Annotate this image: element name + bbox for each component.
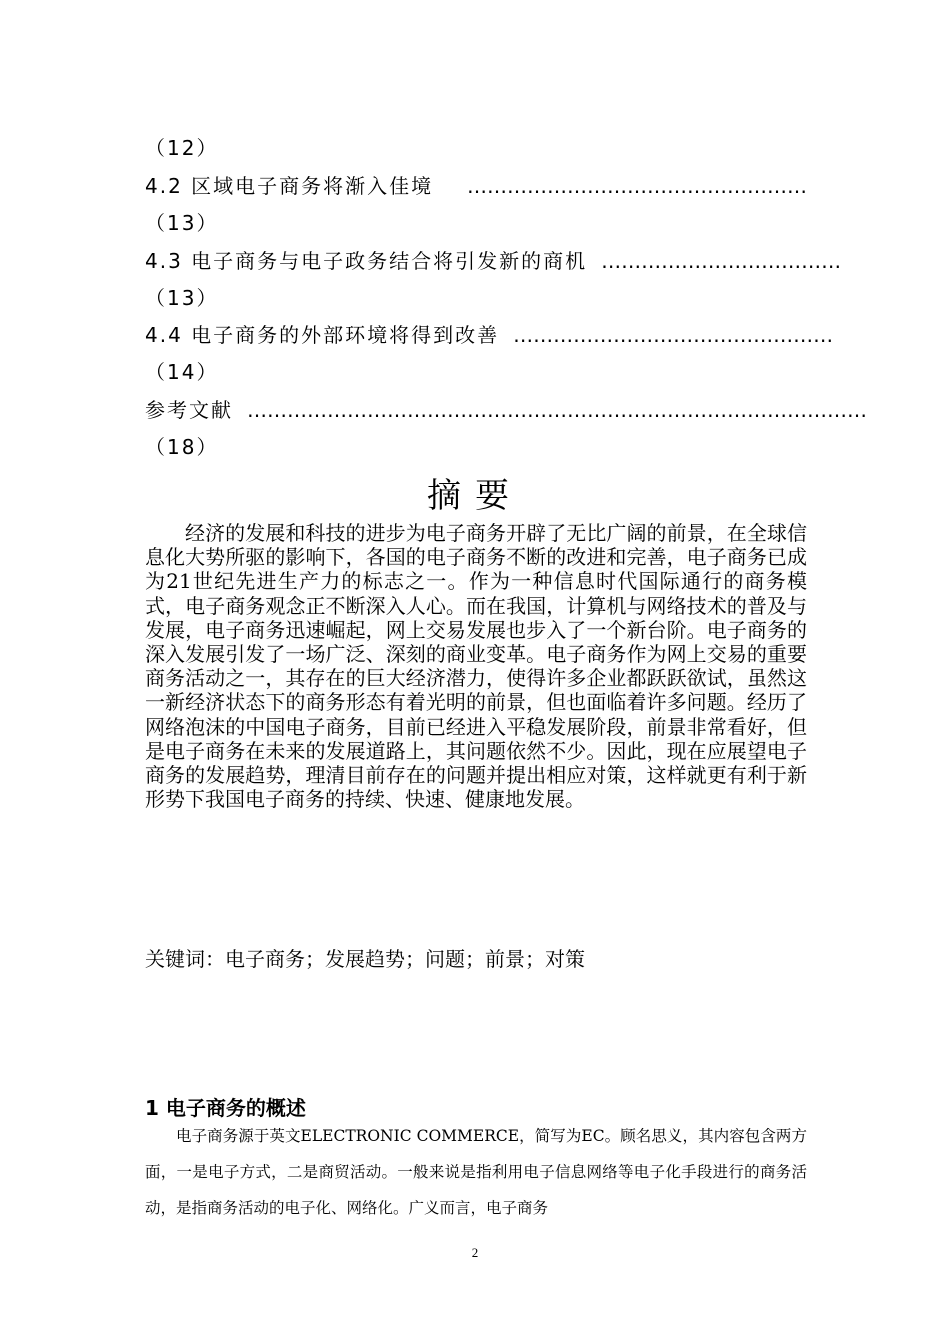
toc-entry-4-3[interactable] — [145, 246, 842, 276]
toc-entry-title: 4.3 电子商务与电子政务结合将引发新的商机 — [145, 249, 588, 273]
section-body: 电子商务源于英文ELECTRONIC COMMERCE，简写为EC。顾名思义，其内容包含两方面，一是电子方式，二是商贸活动。一般来说是指利用电子信息网络等电子化手段进行的商务活动，是指商务活动的电子化、网络化。广义而言，电子商务 — [145, 1127, 807, 1217]
abstract-body: 经济的发展和科技的进步为电子商务开辟了无比广阔的前景，在全球信息化大势所驱的影响下，各国的电子商务不断的改进和完善，电子商务已成为21世纪先进生产力的标志之一。作为一种信息时代国际通行的商务模式，电子商务观念正不断深入人心。而在我国，计算机与网络技术的普及与发展，电子商务迅速崛起，网上交易发展也步入了一个新台阶。电子商务的深入发展引发了一场广泛、深刻的商业变革。电子商务作为网上交易的重要商务活动之一，其存在的巨大经济潜力，使得许多企业都跃跃欲试，虽然这一新经济状态下的商务形态有着光明的前景，但也面临着许多问题。经历了网络泡沫的中国电子商务，目前已经进入平稳发展阶段，前景非常看好，但是电子商务在未来的发展道路上，其问题依然不少。因此，现在应展望电子商务的发展趋势，理清目前存在的问题并提出相应对策，这样就更有利于新形势下我国电子商务的持续、快速、健康地发展。 — [145, 521, 807, 812]
abstract-title: 摘要 — [427, 476, 523, 516]
page-number: 2 — [471, 1245, 479, 1260]
toc-entry-title: 4.2 区域电子商务将渐入佳境 — [145, 174, 434, 198]
toc-entry-4-4[interactable] — [145, 320, 834, 350]
toc-entry-references[interactable] — [145, 395, 867, 425]
toc-entry-title: 参考文献 — [145, 398, 233, 422]
toc-page-ref: （18） — [145, 435, 219, 459]
toc-leader: ………………………………………………………………………………… — [247, 398, 867, 422]
keywords-line — [145, 944, 585, 974]
toc-leader: ……………………………… — [601, 249, 842, 273]
toc-page-ref: （12） — [145, 136, 219, 160]
toc-page-ref: （13） — [145, 286, 219, 310]
toc-page-ref: （14） — [145, 360, 219, 384]
toc-leader: …………………………………………… — [467, 174, 807, 198]
toc-entry-4-2[interactable] — [145, 171, 807, 201]
toc-entry-title: 4.4 电子商务的外部环境将得到改善 — [145, 323, 500, 347]
keywords-list: 电子商务；发展趋势；问题；前景；对策 — [225, 947, 585, 971]
keywords-label: 关键词： — [145, 947, 225, 971]
toc-leader: ………………………………………… — [513, 323, 834, 347]
section-heading: 1 电子商务的概述 — [145, 1096, 306, 1120]
toc-page-ref: （13） — [145, 211, 219, 235]
